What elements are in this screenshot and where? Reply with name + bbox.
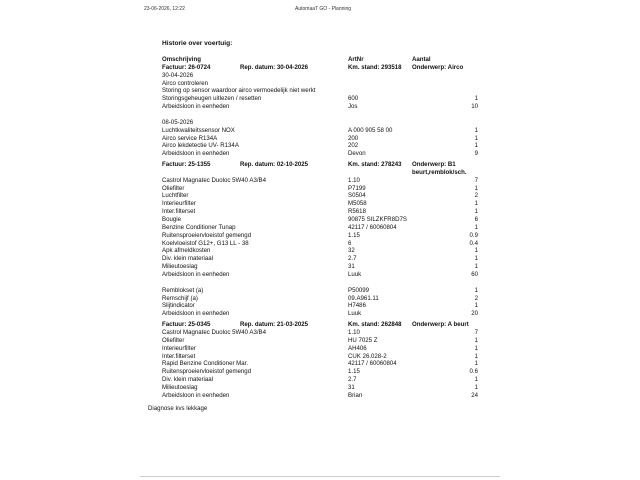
line-qty: 0.6 <box>469 368 478 376</box>
line-qty: 1 <box>474 200 478 208</box>
column-header-artnr: ArtNr <box>348 56 364 63</box>
line-qty: 7 <box>474 176 478 184</box>
line-description: Interieurfilter <box>162 344 196 352</box>
line-qty: 1 <box>474 126 478 134</box>
trailing-note: Diagnose kvs lekkage <box>148 405 208 413</box>
line-item-row <box>0 200 640 208</box>
line-artnr: H7486 <box>348 302 366 310</box>
line-qty: 1 <box>474 223 478 231</box>
line-item-row <box>0 232 640 240</box>
line-item-row <box>0 353 640 361</box>
line-artnr: R5618 <box>348 208 366 216</box>
line-description: Benzine Conditioner Tunap <box>162 223 236 231</box>
line-artnr: HU 7025 Z <box>348 336 378 344</box>
repair-date: Rep. datum: 30-04-2026 <box>240 63 309 71</box>
line-item-row <box>0 208 640 216</box>
line-qty: 0.4 <box>469 239 478 247</box>
line-artnr: 09.A961.11 <box>348 294 379 302</box>
line-artnr: 1.10 <box>348 328 360 336</box>
line-artnr: 90875 SILZKFR8D7S <box>348 216 407 223</box>
line-item-row <box>0 263 640 271</box>
line-description: Milieutoeslag <box>162 383 198 391</box>
line-item-row <box>0 224 640 232</box>
line-description: Apk afmeldkosten <box>162 247 211 255</box>
line-artnr: 42117 / 60060804 <box>348 223 397 231</box>
invoice-number: Factuur: 26-0724 <box>162 63 211 71</box>
column-header-description: Omschrijving <box>162 56 201 63</box>
line-item-row <box>0 329 640 337</box>
line-description: Airco controleren <box>162 79 209 87</box>
line-artnr: A 000 905 58 00 <box>348 126 393 134</box>
line-artnr: 31 <box>348 383 355 391</box>
invoice-header-row <box>0 321 640 329</box>
group-date-row <box>0 119 640 127</box>
group-date: 08-05-2026 <box>162 118 194 126</box>
line-artnr: M5058 <box>348 200 367 208</box>
line-qty: 1 <box>474 142 478 150</box>
line-description: Ruitensproeiervloeistof gemengd <box>162 368 252 376</box>
odometer-reading: Km. stand: 278243 <box>348 161 402 168</box>
line-qty: 1 <box>474 255 478 263</box>
line-description: Inter.filterset <box>162 352 196 360</box>
line-artnr: AH406 <box>348 344 367 352</box>
line-description: Airco service R134A <box>162 134 218 142</box>
print-app-title: AutomaaT GO - Planning <box>295 6 352 12</box>
line-item-row <box>0 384 640 392</box>
line-qty: 1 <box>474 376 478 383</box>
line-qty: 2 <box>474 192 478 200</box>
invoice-subject-continuation <box>0 169 640 177</box>
line-description: Arbeidsloon in eenheden <box>162 270 230 278</box>
line-qty: 1 <box>474 184 478 192</box>
invoice-subject: Onderwerp: Airco <box>412 63 464 71</box>
line-item-row <box>0 295 640 303</box>
line-description: Arbeidsloon in eenheden <box>162 310 230 318</box>
line-item-row <box>0 185 640 193</box>
line-item-row <box>0 240 640 248</box>
line-qty: 1 <box>474 208 478 216</box>
line-artnr: 2.7 <box>348 376 357 383</box>
line-description: Remblokset (a) <box>162 286 204 294</box>
line-item-row <box>0 142 640 150</box>
line-artnr: P7199 <box>348 184 366 192</box>
invoice-subject: Onderwerp: B1 <box>412 161 456 168</box>
line-description: Storingsgeheugen uitlezen / resetten <box>162 95 262 103</box>
line-qty: 1 <box>474 302 478 310</box>
line-item-row <box>0 216 640 224</box>
line-qty: 6 <box>474 216 478 223</box>
line-item-row <box>0 127 640 135</box>
group-date: 30-04-2026 <box>162 71 194 79</box>
line-item-row <box>0 95 640 103</box>
line-artnr: S0504 <box>348 192 366 200</box>
page-title: Historie over voertuig: <box>162 40 233 47</box>
repair-date: Rep. datum: 21-03-2025 <box>240 321 309 329</box>
line-qty: 0.9 <box>469 231 478 239</box>
line-item-row <box>0 255 640 263</box>
line-qty: 2 <box>474 294 478 302</box>
line-artnr: 600 <box>348 95 359 103</box>
line-artnr: Jos <box>348 103 358 111</box>
line-artnr: 2.7 <box>348 255 357 263</box>
line-item-row <box>0 302 640 310</box>
line-artnr: 42117 / 60060804 <box>348 360 397 368</box>
line-item-row <box>0 87 640 95</box>
line-qty: 1 <box>474 95 478 103</box>
line-description: Remschijf (a) <box>162 294 198 302</box>
column-header-row <box>0 56 640 64</box>
line-qty: 1 <box>474 336 478 344</box>
line-description: Milieutoeslag <box>162 263 198 271</box>
line-artnr: 32 <box>348 247 355 255</box>
line-description: Rapid Benzine Conditioner Mar. <box>162 360 249 368</box>
invoice-number: Factuur: 25-1355 <box>162 161 211 168</box>
line-artnr: 1.15 <box>348 368 360 376</box>
line-description: Oliefilter <box>162 336 185 344</box>
footer-divider <box>140 476 500 477</box>
line-item-row <box>0 310 640 318</box>
line-item-row <box>0 392 640 400</box>
line-qty: 9 <box>474 150 478 158</box>
line-description: Inter.filterset <box>162 208 196 216</box>
line-artnr: 1.15 <box>348 231 360 239</box>
line-qty: 1 <box>474 383 478 391</box>
line-description: Ruitensproeiervloeistof gemengd <box>162 231 252 239</box>
line-item-row <box>0 345 640 353</box>
line-qty: 20 <box>471 310 478 318</box>
line-item-row <box>0 103 640 111</box>
line-item-row <box>0 135 640 143</box>
line-description: Arbeidsloon in eenheden <box>162 103 230 111</box>
line-artnr: 1.10 <box>348 176 360 184</box>
line-description: Bougie <box>162 216 181 223</box>
line-qty: 10 <box>471 103 478 111</box>
invoice-subject-cont: beurt,remblok/sch. <box>412 168 467 176</box>
line-artnr: 200 <box>348 134 359 142</box>
line-item-row <box>0 80 640 88</box>
line-qty: 1 <box>474 360 478 368</box>
line-item-row <box>0 368 640 376</box>
line-description: Airco lekdetectie UV- R134A <box>162 142 239 150</box>
line-qty: 1 <box>474 247 478 255</box>
line-description: Storing op sensor waardoor airco vermoedelijk niet werkt <box>162 87 316 95</box>
repair-date: Rep. datum: 02-10-2025 <box>240 161 309 168</box>
line-qty: 1 <box>474 263 478 271</box>
line-artnr: P50099 <box>348 286 370 294</box>
line-item-row <box>0 271 640 279</box>
line-qty: 1 <box>474 134 478 142</box>
line-artnr: Luuk <box>348 310 362 318</box>
line-description: Interieurfilter <box>162 200 196 208</box>
line-qty: 60 <box>471 270 478 278</box>
line-qty: 7 <box>474 328 478 336</box>
trailing-note-row <box>0 405 640 413</box>
line-artnr: CUK 26.028-2 <box>348 352 387 360</box>
line-description: Arbeidsloon in eenheden <box>162 150 230 158</box>
line-qty: 1 <box>474 344 478 352</box>
group-date-row <box>0 72 640 80</box>
line-description: Luchtfilter <box>162 192 189 200</box>
line-item-row <box>0 247 640 255</box>
line-description: Arbeidsloon in eenheden <box>162 391 230 399</box>
line-description: Div. klein materiaal <box>162 255 214 263</box>
line-qty: 1 <box>474 352 478 360</box>
print-datetime: 23-06-2026, 12:22 <box>144 6 185 12</box>
line-item-row <box>0 192 640 200</box>
line-artnr: 31 <box>348 263 355 271</box>
line-description: Castrol Magnatec Duoloc 5W40 A3/B4 <box>162 328 266 336</box>
line-item-row <box>0 376 640 384</box>
line-qty: 1 <box>474 286 478 294</box>
column-header-qty: Aantal <box>412 56 431 63</box>
line-qty: 24 <box>471 391 478 399</box>
line-artnr: Devon <box>348 150 366 158</box>
line-description: Slijtindicator <box>162 302 195 310</box>
line-description: Koelvloeistof G12+, G13 LL - 38 <box>162 239 249 247</box>
line-artnr: 6 <box>348 239 352 247</box>
line-item-row <box>0 177 640 185</box>
line-description: Oliefilter <box>162 184 185 192</box>
invoice-header-row <box>0 161 640 169</box>
odometer-reading: Km. stand: 262848 <box>348 321 402 329</box>
line-item-row <box>0 360 640 368</box>
line-artnr: Luuk <box>348 270 362 278</box>
line-artnr: 202 <box>348 142 359 150</box>
odometer-reading: Km. stand: 293518 <box>348 63 402 71</box>
line-item-row <box>0 287 640 295</box>
line-description: Div. klein materiaal <box>162 376 214 383</box>
line-description: Luchtkwaliteitssensor NOX <box>162 126 235 134</box>
invoice-subject: Onderwerp: A beurt <box>412 321 469 329</box>
line-description: Castrol Magnatec Duoloc 5W40 A3/B4 <box>162 176 266 184</box>
invoice-number: Factuur: 25-0345 <box>162 321 211 329</box>
line-artnr: Brian <box>348 391 363 399</box>
invoice-header-row <box>0 64 640 72</box>
line-item-row <box>0 337 640 345</box>
line-item-row <box>0 150 640 158</box>
